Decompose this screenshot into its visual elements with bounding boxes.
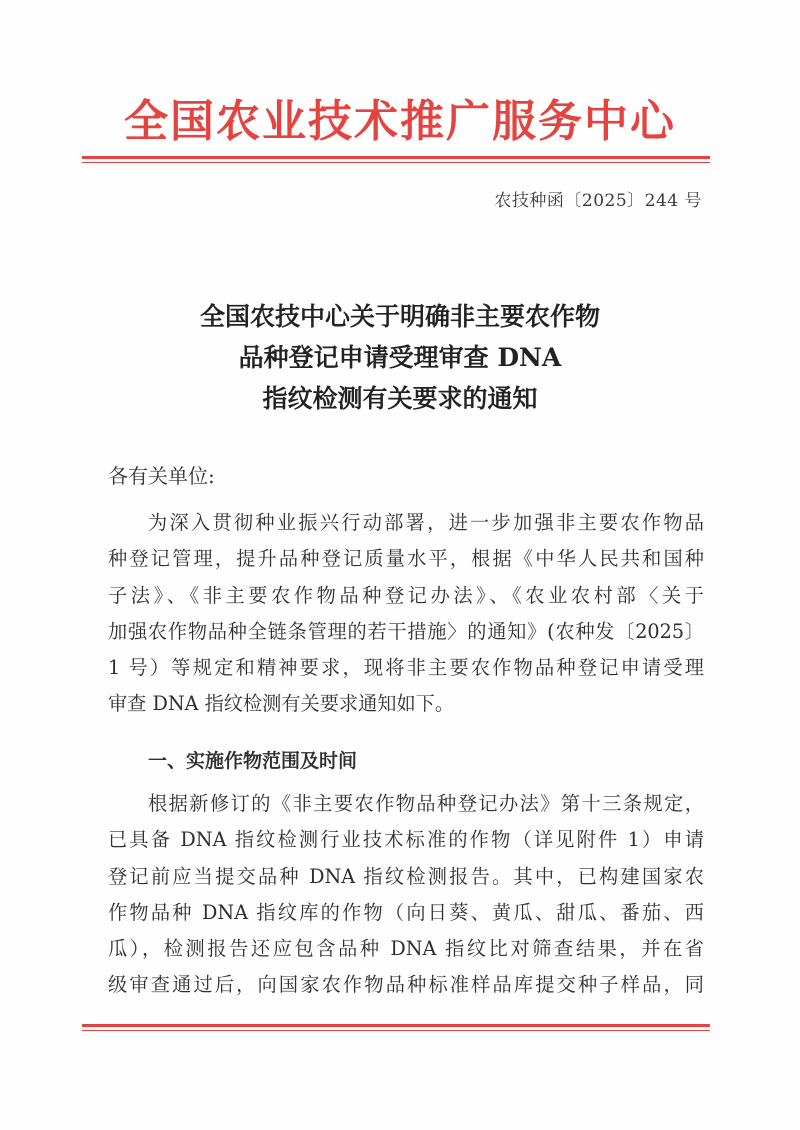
paragraph-line: 为深入贯彻种业振兴行动部署，进一步加强非主要农作物品 (148, 511, 704, 534)
footer-red-rule (82, 1024, 710, 1027)
header-red-rule (82, 156, 710, 159)
paragraph-line: 瓜），检测报告还应包含品种 DNA 指纹比对筛查结果，并在省 (108, 937, 704, 961)
title-line: 全国农技中心关于明确非主要农作物 (199, 302, 600, 331)
paragraph-line: 种登记管理，提升品种登记质量水平，根据《中华人民共和国种 (108, 547, 704, 571)
header-red-rule-thin (82, 162, 710, 163)
title-line: 品种登记申请受理审查 DNA (238, 343, 562, 372)
document-title (90, 296, 710, 419)
paragraph-line: 登记前应当提交品种 DNA 指纹检测报告。其中，已构建国家农 (108, 864, 704, 888)
paragraph-line: 加强农作物品种全链条管理的若干措施〉的通知》(农种发〔2025〕 (108, 619, 704, 643)
paragraph-line: 级审查通过后，向国家农作物品种标准样品库提交种子样品，同 (108, 973, 704, 997)
paragraph-section1 (108, 786, 704, 1004)
footer-red-rule-thin (82, 1030, 710, 1031)
salutation: 各有关单位: (108, 464, 215, 488)
paragraph-intro (108, 505, 704, 723)
section-heading: 一、实施作物范围及时间 (148, 750, 358, 772)
paragraph-line: 子法》、《非主要农作物品种登记办法》、《农业农村部〈关于 (108, 583, 704, 607)
document-number: 农技种函〔2025〕244 号 (494, 191, 702, 211)
org-name-header: 全国农业技术推广服务中心 (124, 96, 676, 147)
paragraph-line: 审查 DNA 指纹检测有关要求通知如下。 (108, 692, 455, 716)
paragraph-line: 根据新修订的《非主要农作物品种登记办法》第十三条规定， (148, 792, 704, 815)
paragraph-line: 1 号）等规定和精神要求，现将非主要农作物品种登记申请受理 (108, 656, 704, 680)
title-line: 指纹检测有关要求的通知 (262, 384, 538, 413)
paragraph-line: 已具备 DNA 指纹检测行业技术标准的作物（详见附件 1）申请 (108, 828, 704, 852)
paragraph-line: 作物品种 DNA 指纹库的作物（向日葵、黄瓜、甜瓜、番茄、西 (108, 900, 704, 924)
